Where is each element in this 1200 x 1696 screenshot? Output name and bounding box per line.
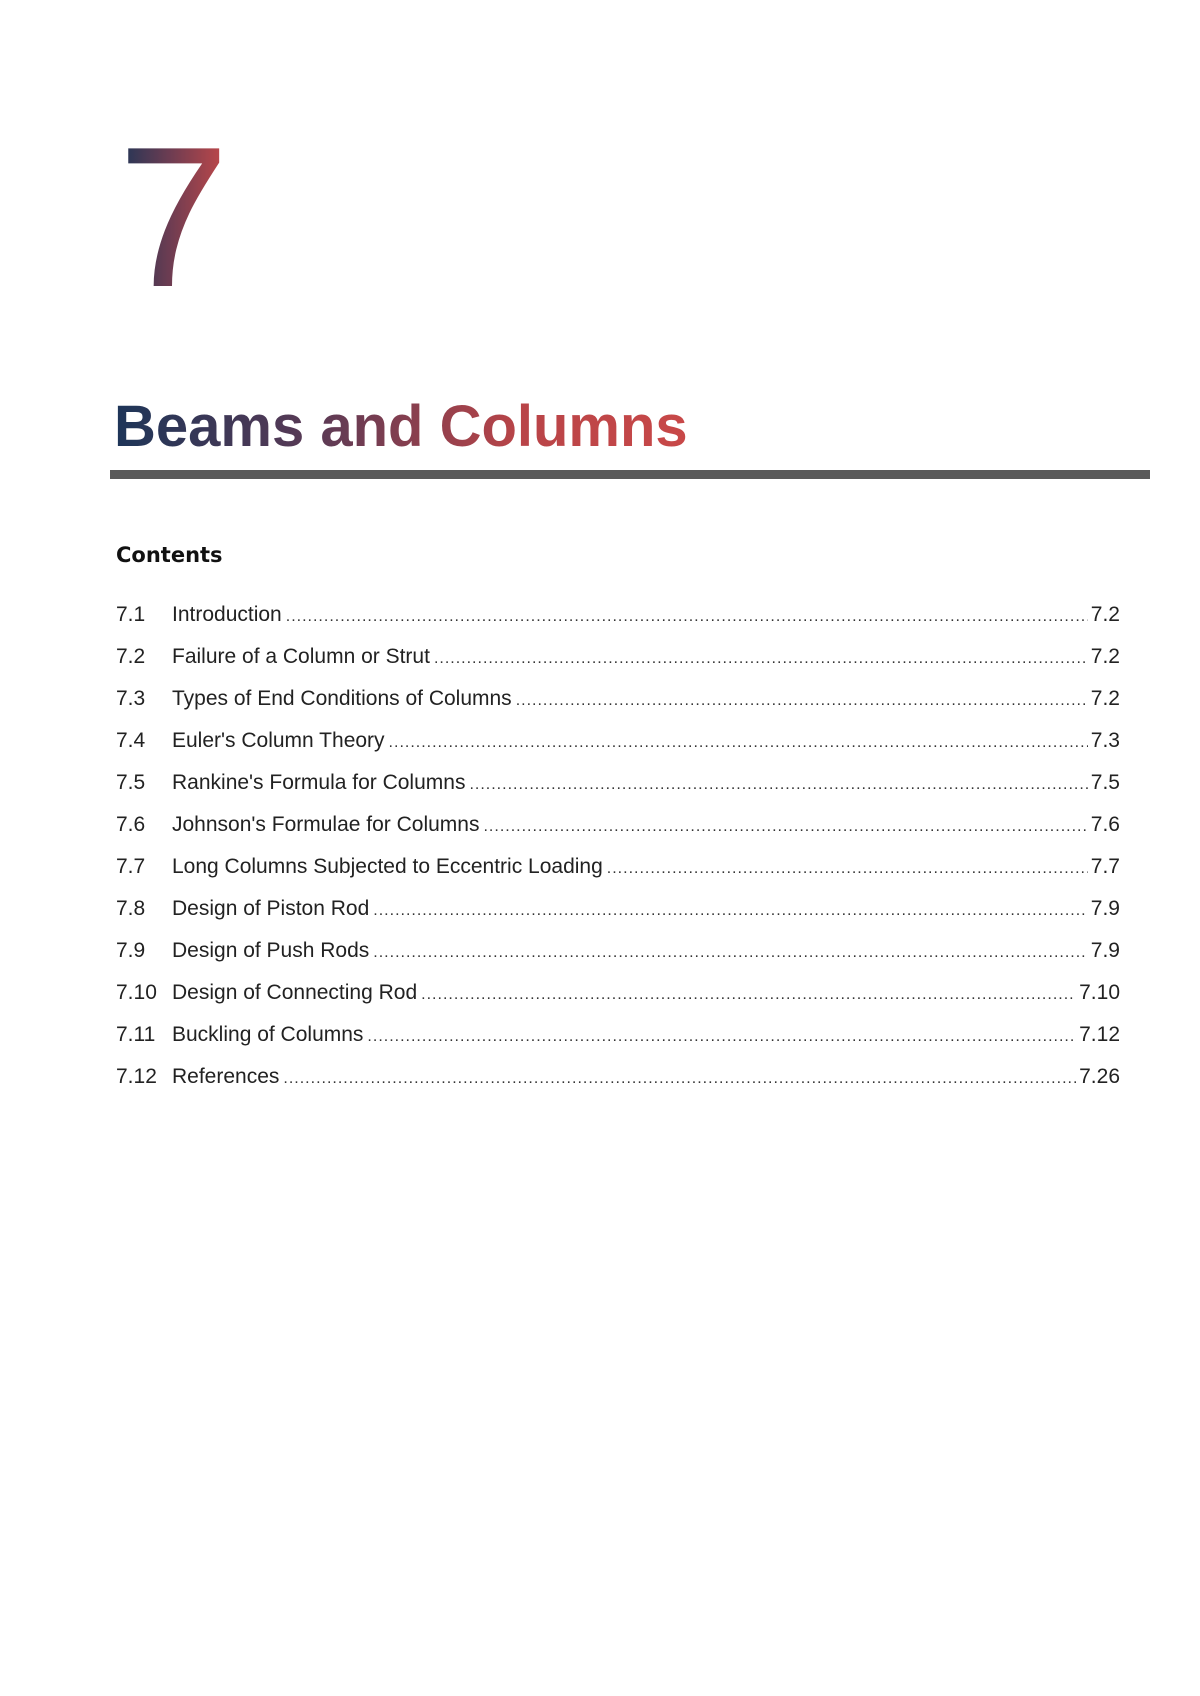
toc-entry-page: 7.2 [1090, 603, 1120, 626]
toc-dot-leader [367, 1022, 1076, 1052]
toc-entry-number: 7.6 [116, 813, 146, 836]
toc-entry-7-10[interactable] [116, 978, 1120, 1020]
toc-entry-page: 7.12 [1079, 1023, 1120, 1046]
toc-entry-page: 7.26 [1079, 1065, 1120, 1088]
toc-entry-number: 7.3 [116, 687, 146, 710]
toc-dot-leader [469, 770, 1087, 800]
toc-entry-number: 7.10 [116, 981, 157, 1004]
toc-entry-7-7[interactable] [116, 852, 1120, 894]
toc-entry-7-6[interactable] [116, 810, 1120, 852]
table-of-contents [116, 600, 1120, 1104]
toc-dot-leader [286, 602, 1088, 632]
toc-entry-page: 7.9 [1090, 939, 1120, 962]
toc-entry-title: Failure of a Column or Strut [172, 645, 430, 668]
toc-entry-title: Design of Push Rods [172, 939, 370, 962]
toc-entry-page: 7.3 [1090, 729, 1120, 752]
toc-entry-title: Euler's Column Theory [172, 729, 385, 752]
toc-entry-number: 7.9 [116, 939, 146, 962]
toc-dot-leader [373, 896, 1088, 926]
toc-entry-number: 7.12 [116, 1065, 157, 1088]
toc-entry-7-3[interactable] [116, 684, 1120, 726]
toc-entry-title: Johnson's Formulae for Columns [172, 813, 480, 836]
toc-entry-7-2[interactable] [116, 642, 1120, 684]
toc-entry-title: Design of Connecting Rod [172, 981, 418, 1004]
toc-entry-page: 7.10 [1079, 981, 1120, 1004]
toc-entry-number: 7.8 [116, 897, 146, 920]
toc-dot-leader [283, 1064, 1076, 1094]
toc-entry-7-9[interactable] [116, 936, 1120, 978]
toc-entry-title: Types of End Conditions of Columns [172, 687, 512, 710]
toc-entry-page: 7.7 [1090, 855, 1120, 878]
toc-entry-number: 7.11 [116, 1023, 156, 1046]
toc-entry-page: 7.9 [1090, 897, 1120, 920]
toc-dot-leader [516, 686, 1088, 716]
toc-entry-page: 7.2 [1090, 645, 1120, 668]
toc-entry-title: Design of Piston Rod [172, 897, 370, 920]
chapter-number: 7 [118, 106, 230, 329]
toc-dot-leader [434, 644, 1088, 674]
toc-entry-7-12[interactable] [116, 1062, 1120, 1104]
toc-entry-title: Rankine's Formula for Columns [172, 771, 466, 794]
toc-entry-title: Introduction [172, 603, 282, 626]
toc-dot-leader [389, 728, 1088, 758]
toc-entry-page: 7.6 [1090, 813, 1120, 836]
toc-entry-title: Long Columns Subjected to Eccentric Loading [172, 855, 603, 878]
toc-entry-number: 7.7 [116, 855, 146, 878]
toc-entry-page: 7.5 [1090, 771, 1120, 794]
toc-entry-7-4[interactable] [116, 726, 1120, 768]
toc-entry-7-8[interactable] [116, 894, 1120, 936]
toc-entry-7-11[interactable] [116, 1020, 1120, 1062]
toc-entry-7-5[interactable] [116, 768, 1120, 810]
toc-entry-title: Buckling of Columns [172, 1023, 364, 1046]
toc-entry-7-1[interactable] [116, 600, 1120, 642]
chapter-title: Beams and Columns [114, 392, 688, 462]
toc-entry-number: 7.4 [116, 729, 146, 752]
toc-entry-title: References [172, 1065, 280, 1088]
toc-dot-leader [607, 854, 1088, 884]
toc-entry-page: 7.2 [1090, 687, 1120, 710]
toc-entry-number: 7.1 [116, 603, 146, 626]
toc-entry-number: 7.2 [116, 645, 146, 668]
toc-entry-number: 7.5 [116, 771, 146, 794]
toc-dot-leader [483, 812, 1087, 842]
title-divider [110, 470, 1150, 479]
toc-dot-leader [421, 980, 1076, 1010]
toc-dot-leader [373, 938, 1088, 968]
contents-heading: Contents [116, 543, 223, 567]
